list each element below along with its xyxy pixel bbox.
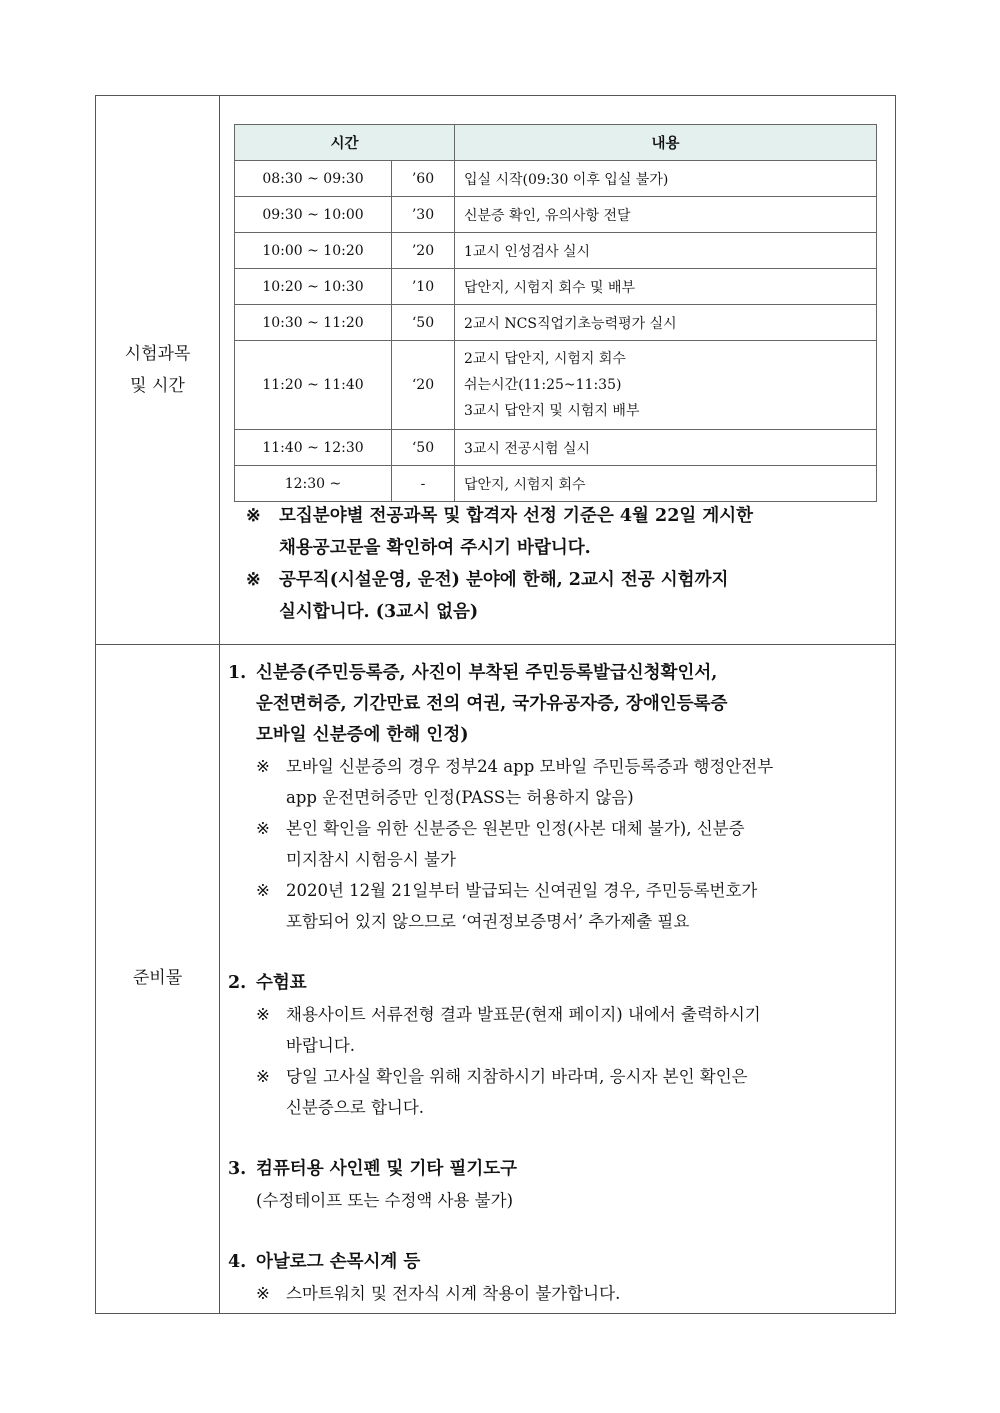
header-time: 시간 [235,125,455,161]
table-row [235,305,877,341]
list-item-writing-tools: 3. 컴퓨터용 사인펜 및 기타 필기도구 [228,1159,518,1179]
duration: - [392,466,455,502]
description: 2교시 답안지, 시험지 회수 쉬는시간(11:25~11:35) 3교시 답안지 및 시험지 배부 [455,341,877,430]
duration: ‘50 [392,430,455,466]
description: 1교시 인성검사 실시 [455,233,877,269]
duration: ‘50 [392,305,455,341]
section1-label: 시험과목 및 시간 [124,344,191,396]
table-row [235,197,877,233]
table-row [235,430,877,466]
document-frame [95,95,896,1314]
description: 신분증 확인, 유의사항 전달 [455,197,877,233]
list-item-watch: 4. 아날로그 손목시계 등 [228,1252,421,1272]
time-range: 10:00 ~ 10:20 [235,233,392,269]
table-row [235,161,877,197]
table-row [235,269,877,305]
table-header-row [235,125,877,161]
time-range: 08:30 ~ 09:30 [235,161,392,197]
note-recruitment-criteria: ※ 모집분야별 전공과목 및 합격자 선정 기준은 4월 22일 게시한 채용공고문을 확인하여 주시기 바랍니다. [246,500,896,564]
table-row [235,233,877,269]
list-plain-note: (수정테이프 또는 수정액 사용 불가) [256,1191,513,1210]
table-row [235,341,877,430]
list-item-admission-ticket: 2. 수험표 [228,973,307,993]
list-subnote: ※ 2020년 12월 21일부터 발급되는 신여권일 경우, 주민등록번호가 포함되어 있지 않으므로 ‘여권정보증명서’ 추가제출 필요 [256,881,758,931]
time-range: 11:20 ~ 11:40 [235,341,392,430]
list-subnote: ※ 모바일 신분증의 경우 정부24 app 모바일 주민등록증과 행정안전부 app 운전면허증만 인정(PASS는 허용하지 않음) [256,757,774,807]
note-facility-staff: ※ 공무직(시설운영, 운전) 분야에 한해, 2교시 전공 시험까지 실시합니다. (3교시 없음) [246,564,896,628]
duration: ’20 [392,233,455,269]
description: 답안지, 시험지 회수 및 배부 [455,269,877,305]
schedule-table [234,124,877,502]
table-row [235,466,877,502]
header-content: 내용 [455,125,877,161]
time-range: 11:40 ~ 12:30 [235,430,392,466]
column-divider [219,96,220,1313]
list-subnote: ※ 채용사이트 서류전형 결과 발표문(현재 페이지) 내에서 출력하시기 바랍니다. [256,1005,761,1055]
description: 2교시 NCS직업기초능력평가 실시 [455,305,877,341]
description: 3교시 전공시험 실시 [455,430,877,466]
reference-mark: ※ [246,570,261,590]
duration: ’60 [392,161,455,197]
description: 답안지, 시험지 회수 [455,466,877,502]
time-range: 10:20 ~ 10:30 [235,269,392,305]
duration: ’30 [392,197,455,233]
row-divider [96,644,895,645]
list-subnote: ※ 당일 고사실 확인을 위해 지참하시기 바라며, 응시자 본인 확인은 신분증으로 합니다. [256,1067,748,1117]
list-item-id-card: 1. 신분증(주민등록증, 사진이 부착된 주민등록발급신청확인서, 운전면허증, 기간만료 전의 여권, 국가유공자증, 장애인등록증 모바일 신분증에 한해 인정) [228,663,728,745]
time-range: 09:30 ~ 10:00 [235,197,392,233]
time-range: 12:30 ~ [235,466,392,502]
reference-mark: ※ [246,506,261,526]
duration: ‘20 [392,341,455,430]
list-subnote: ※ 스마트워치 및 전자식 시계 착용이 불가합니다. [256,1284,621,1303]
list-subnote: ※ 본인 확인을 위한 신분증은 원본만 인정(사본 대체 불가), 신분증 미지참시 시험응시 불가 [256,819,745,869]
duration: ’10 [392,269,455,305]
time-range: 10:30 ~ 11:20 [235,305,392,341]
description: 입실 시작(09:30 이후 입실 불가) [455,161,877,197]
preparation-list [228,658,893,1309]
section2-label: 준비물 [132,968,183,988]
